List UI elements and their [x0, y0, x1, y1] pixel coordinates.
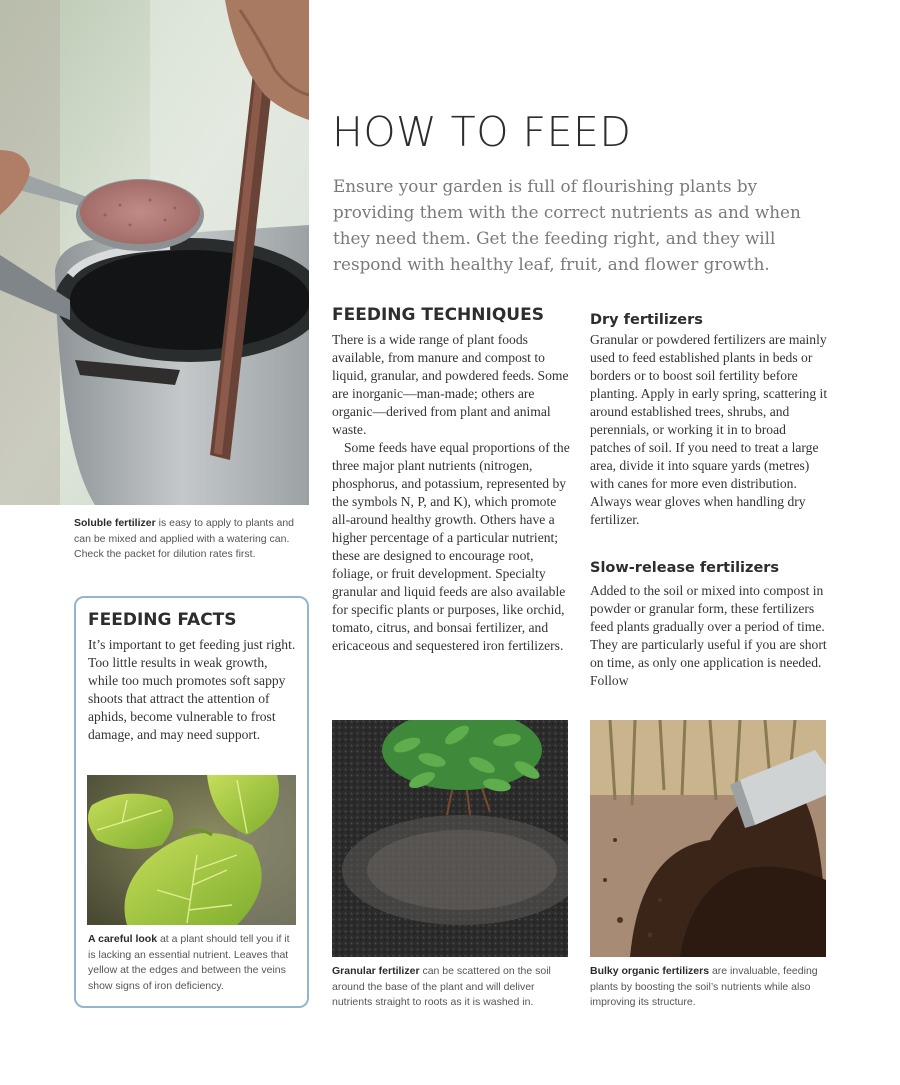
hero-photo-soluble-fertilizer [0, 0, 309, 505]
granular-caption-text: can be scattered on the soil around the base of the plant and will deliver nutrients straight to roots as it is washed in. [332, 965, 551, 1008]
facts-caption-bold: A careful look [88, 933, 158, 945]
feeding-facts-box [74, 596, 309, 1008]
hero-caption-bold: Soluble fertilizer [74, 517, 156, 529]
techniques-para-1: There is a wide range of plant foods available, from manure and compost to liquid, granular, and powdered feeds. Some are inorganic—man-made; others are organic—derived from plant and animal waste. [332, 332, 569, 437]
facts-body: It’s important to get feeding just right. Too little results in weak growth, while too much promotes soft sappy shoots that attract the attention of aphids, become vulnerable to frost damage, and may need support. [88, 637, 296, 742]
hero-caption-text: is easy to apply to plants and can be mixed and applied with a watering can. Check the packet for dilution rates first. [74, 517, 295, 560]
techniques-body [332, 331, 570, 655]
dry-fertilizers-body: Granular or powdered fertilizers are mainly used to feed established plants in beds or borders or to boost soil fertility before planting. Apply in early spring, scattering it around established trees, shrubs, and perennials, or working it in to broad patches of soil. If you need to treat a large area, divide it into square yards (metres) with canes for more even distribution. Always wear gloves when handling dry fertilizer. [590, 332, 828, 527]
granular-caption-bold: Granular fertilizer [332, 965, 420, 977]
techniques-heading: FEEDING TECHNIQUES [332, 305, 544, 325]
hero-caption [74, 516, 310, 563]
techniques-para-2: Some feeds have equal proportions of the three major plant nutrients (nitrogen, phosphorus, and potassium, represented by the symbols N, P, and K), which promote all-around healthy growth. Others have a higher percentage of a particular nutrient; these are designed to encourage root, foliage, or fruit development. Specialty granular and liquid feeds are also available for specific plants or purposes, like orchid, tomato, citrus, and bonsai fertilizer, and ericaceous and sequestered iron fertilizers. [332, 440, 570, 653]
granular-caption [332, 964, 572, 1011]
organic-caption [590, 964, 830, 1011]
organic-fertilizer-photo [590, 720, 826, 957]
page-intro: Ensure your garden is full of flourishing plants by providing them with the correct nutrients as and when they need them. Get the feeding right, and they will respond with healthy leaf, fruit, and flower growth. [333, 176, 801, 274]
facts-heading: FEEDING FACTS [88, 610, 237, 630]
facts-caption [88, 932, 300, 994]
granular-fertilizer-photo [332, 720, 568, 957]
slow-release-body: Added to the soil or mixed into compost in powder or granular form, these fertilizers feed plants gradually over a period of time. They are particularly useful if you are short on time, as only one application is needed. Follow [590, 583, 827, 688]
organic-caption-bold: Bulky organic fertilizers [590, 965, 710, 977]
leaf-photo-iron-deficiency [87, 775, 296, 925]
organic-caption-text: are invaluable, feeding plants by boosting the soil’s nutrients while also improving its structure. [590, 965, 818, 1008]
dry-fertilizers-heading: Dry fertilizers [590, 312, 703, 328]
page-title: HOW TO FEED [332, 108, 632, 156]
slow-release-heading: Slow-release fertilizers [590, 560, 780, 576]
facts-caption-text: at a plant should tell you if it is lacking an essential nutrient. Leaves that yellow at the edges and between the veins show signs of iron deficiency. [88, 933, 290, 992]
